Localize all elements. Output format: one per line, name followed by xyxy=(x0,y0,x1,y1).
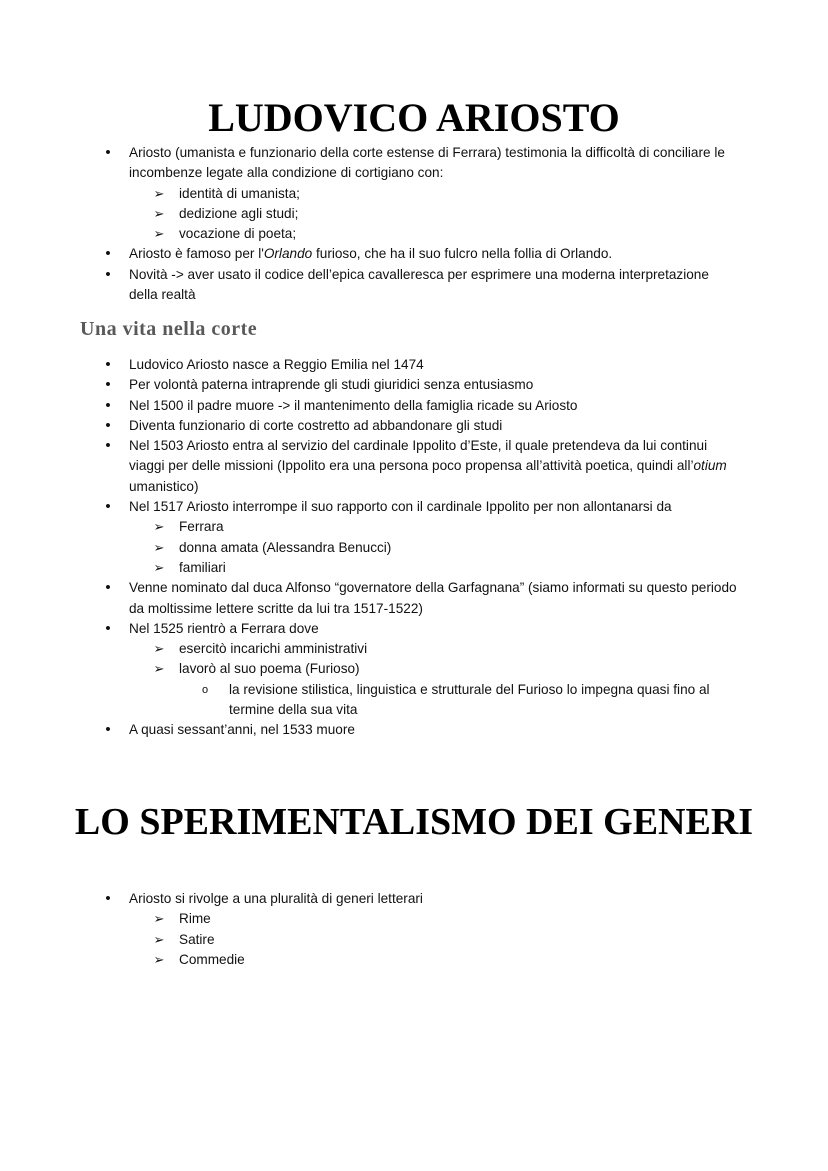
list-item xyxy=(0,355,739,375)
list-item xyxy=(0,184,739,204)
circle-bullet-icon: o xyxy=(201,683,209,696)
bullet-icon: • xyxy=(105,721,111,739)
list-item-text: Diventa funzionario di corte costretto ad abbandonare gli studi xyxy=(129,417,503,433)
bullet-icon: • xyxy=(105,396,111,414)
list-item xyxy=(0,720,739,740)
list-item-text: Nel 1525 rientrò a Ferrara dove xyxy=(129,620,319,636)
bullet-icon: • xyxy=(105,416,111,434)
list-item-text: Ariosto (umanista e funzionario della corte estense di Ferrara) testimonia la difficoltà di conciliare le incombenze legate alla condizione di cortigiano con: xyxy=(129,145,725,181)
bullet-icon: • xyxy=(105,437,111,455)
list-item-text: Nel 1517 Ariosto interrompe il suo rapporto con il cardinale Ippolito per non allontanarsi da xyxy=(129,499,672,515)
list-item xyxy=(0,265,739,306)
title-sperimentalismo-generi: LO SPERIMENTALISMO DEI GENERI xyxy=(74,801,754,843)
bullet-icon: • xyxy=(105,619,111,637)
bullet-icon: • xyxy=(105,579,111,597)
list-item-text: Commedie xyxy=(179,951,245,967)
genres-list xyxy=(0,889,739,970)
italic-text: otium xyxy=(693,458,727,474)
arrow-bullet-icon: ➢ xyxy=(153,539,165,555)
list-item-text: donna amata (Alessandra Benucci) xyxy=(179,539,392,555)
bullet-icon: • xyxy=(105,356,111,373)
list-item xyxy=(0,375,739,395)
list-item xyxy=(0,619,739,639)
list-item-text: Satire xyxy=(179,931,215,947)
list-item-text: A quasi sessant’anni, nel 1533 muore xyxy=(129,722,355,738)
list-item xyxy=(0,244,739,264)
bullet-icon: • xyxy=(105,890,111,907)
list-item xyxy=(0,224,739,244)
list-item-text: Ariosto si rivolge a una pluralità di generi letterari xyxy=(129,891,423,906)
list-item xyxy=(0,558,739,578)
text-run: Nel 1503 Ariosto entra al servizio del cardinale Ippolito d’Este, il quale pretendeva da lui continui viaggi per delle missioni (Ippolito era una persona poco propensa all’attività poetica, quindi all’ xyxy=(129,438,708,474)
arrow-bullet-icon: ➢ xyxy=(153,911,165,927)
list-item xyxy=(0,680,739,721)
list-item xyxy=(0,143,739,184)
arrow-bullet-icon: ➢ xyxy=(153,185,165,201)
list-item-text: dedizione agli studi; xyxy=(179,205,299,221)
list-item-text: esercitò incarichi amministrativi xyxy=(179,641,368,657)
list-item-text: lavorò al suo poema (Furioso) xyxy=(179,661,360,677)
list-item xyxy=(0,538,739,558)
life-list xyxy=(0,355,739,741)
arrow-bullet-icon: ➢ xyxy=(153,226,165,242)
list-item-text: vocazione di poeta; xyxy=(179,226,297,242)
list-item-text: identità di umanista; xyxy=(179,185,300,201)
bullet-icon: • xyxy=(105,376,111,394)
italic-text: Orlando xyxy=(263,246,313,262)
list-item-text: la revisione stilistica, linguistica e strutturale del Furioso lo impegna quasi fino al termine della sua vita xyxy=(229,681,710,718)
list-item-text: Nel 1500 il padre muore -> il mantenimento della famiglia ricade su Ariosto xyxy=(129,397,578,413)
list-item xyxy=(0,659,739,679)
list-item-text: Rime xyxy=(179,911,211,927)
list-item-text xyxy=(129,438,727,494)
text-run: furioso, che ha il suo fulcro nella follia di Orlando. xyxy=(312,246,613,262)
list-item xyxy=(0,204,739,224)
intro-list xyxy=(0,143,739,305)
list-item xyxy=(0,497,739,517)
list-item xyxy=(0,639,739,659)
list-item xyxy=(0,950,739,970)
arrow-bullet-icon: ➢ xyxy=(153,931,165,947)
list-item-text xyxy=(129,246,612,261)
list-item xyxy=(0,396,739,416)
section-heading-vita-corte: Una vita nella corte xyxy=(80,318,258,340)
arrow-bullet-icon: ➢ xyxy=(153,519,165,535)
list-item-text: Novità -> aver usato il codice dell’epica cavalleresca per esprimere una moderna interpretazione della realtà xyxy=(129,266,709,303)
bullet-icon: • xyxy=(105,245,111,263)
text-run: umanistico) xyxy=(129,478,199,494)
list-item-text: Ludovico Ariosto nasce a Reggio Emilia nel 1474 xyxy=(129,357,424,372)
list-item-text: Venne nominato dal duca Alfonso “governatore della Garfagnana” (siamo informati su questo periodo da moltissime lettere scritte da lui tra 1517-1522) xyxy=(129,580,737,616)
list-item xyxy=(0,578,739,619)
arrow-bullet-icon: ➢ xyxy=(153,641,165,657)
list-item xyxy=(0,436,739,497)
arrow-bullet-icon: ➢ xyxy=(153,559,165,575)
arrow-bullet-icon: ➢ xyxy=(153,951,165,967)
list-item xyxy=(0,517,739,537)
arrow-bullet-icon: ➢ xyxy=(153,661,165,677)
bullet-icon: • xyxy=(105,144,111,161)
list-item-text: familiari xyxy=(179,559,226,575)
bullet-icon: • xyxy=(105,265,111,283)
bullet-icon: • xyxy=(105,498,111,516)
list-item xyxy=(0,930,739,950)
list-item xyxy=(0,416,739,436)
title-ludovico-ariosto: LUDOVICO ARIOSTO xyxy=(208,95,620,140)
list-item xyxy=(0,909,739,929)
list-item-text: Ferrara xyxy=(179,519,224,535)
list-item xyxy=(0,889,739,909)
text-run: Ariosto è famoso per l' xyxy=(129,246,264,262)
arrow-bullet-icon: ➢ xyxy=(153,205,165,221)
list-item-text: Per volontà paterna intraprende gli studi giuridici senza entusiasmo xyxy=(129,377,534,393)
